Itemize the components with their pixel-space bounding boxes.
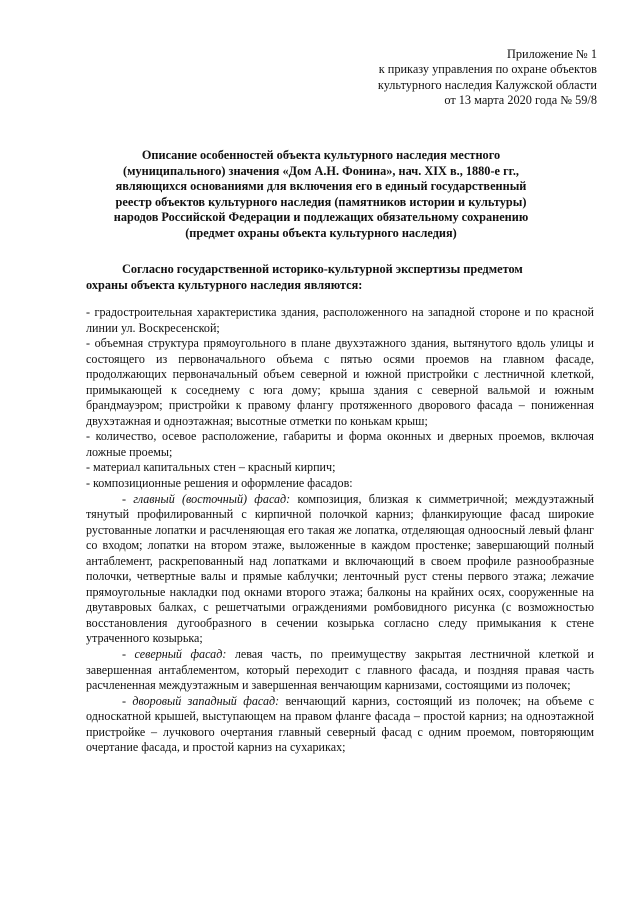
appendix-date: от 13 марта 2020 года № 59/8 [444,93,597,108]
subitem-north-facade [86,647,594,694]
appendix-number: Приложение № 1 [506,47,597,61]
item-wall-material: - материал капитальных стен – красный кирпич; [86,460,336,475]
item-openings: - количество, осевое расположение, габариты и форма оконных и дверных проемов, включая ложные проемы; [86,429,594,459]
title-line: (муниципального) значения «Дом А.Н. Фонина», нач. XIX в., 1880-е гг., [122,163,519,178]
item-facade-composition: - композиционные решения и оформление фасадов: [86,476,353,491]
document-title [74,148,568,242]
protection-items [86,305,594,756]
subitem-main-facade [86,492,594,647]
intro-line: охраны объекта культурного наследия являются: [86,277,363,292]
title-line: реестр объектов культурного наследия (памятников истории и культуры) [115,194,527,209]
appendix-header [378,47,597,109]
title-line: народов Российской Федерации и подлежащих обязательному сохранению [113,210,529,225]
appendix-order-ref: к приказу управления по охране объектов [378,62,597,77]
intro-line: Согласно государственной историко-культурной экспертизы предметом [122,262,523,276]
title-line: (предмет охраны объекта культурного наследия) [185,225,457,240]
subitem-west-facade [86,694,594,756]
subitem-text: венчающий карниз, состоящий из полочек; на объеме с односкатной крышей, выступающем на правом фланге фасада – простой карниз; на одноэтажной пристройке – лучкового очертания главный северный фасад с одним проемом, повторяющим очертание фасада, и простой карниз на сухариках; [86,693,595,755]
subitem-lead: - северный фасад: [122,647,227,662]
title-line: Описание особенностей объекта культурного наследия местного [141,148,501,162]
subitem-text: композиция, близкая к симметричной; междуэтажный тянутый профилированный с кирпичной полочкой карниз; фланкирующие фасад широкие рустованные лопатки и расчленяющая его такая же лопатка, отделяющая одноосный левый фланг со входом; лопатки на втором этаже, выложенные в каждом простенке; завершающий полный антаблемент, раскрепованный над лопатками и включающий в своем профиле разнообразные полочки, четвертные валы и прямые каблучки; ленточный руст стены первого этажа; лежачие прямоугольные накладки под окнами второго этажа; балконы на крайних осях, сооруженные на двутавровых балках, с решетчатыми ограждениями ромбовидного рисунка (с возможностью восстановления дугообразного в сечении козырька согласно следу примыкания к стене утраченного козырька; [86,491,594,646]
subitem-lead: - главный (восточный) фасад: [122,491,291,506]
title-line: являющихся основаниями для включения его в единый государственный [115,179,527,194]
item-urban-planning: - градостроительная характеристика здания, расположенного на западной стороне и по красной линии ул. Воскресенской; [86,305,594,335]
item-volume-structure: - объемная структура прямоугольного в плане двухэтажного здания, вытянутого вдоль улицы и состоящего из первоначального объема с пятью осями проемов на главном фасаде, продолжающих первоначальный объем северной и южной пристройки с лестничной клеткой, примыкающей к соседнему с юга дому; крыша здания с северной вальмой и южным брандмауэром; пристройки к правому флангу протяженного дворового фасада – пониженная двухэтажная и одноэтажная; высотные отметки по конькам крыш; [86,336,594,428]
intro-heading [86,262,594,293]
appendix-authority: культурного наследия Калужской области [377,77,597,92]
subitem-lead: - дворовый западный фасад: [122,693,280,708]
subitem-text: левая часть, по преимуществу закрытая лестничной клеткой и завершенная антаблементом, который переходит с главного фасада, и поздняя правая часть расчлененная междуэтажным и завершенная венчающим карнизами, состоящими из полочек; [86,647,594,693]
